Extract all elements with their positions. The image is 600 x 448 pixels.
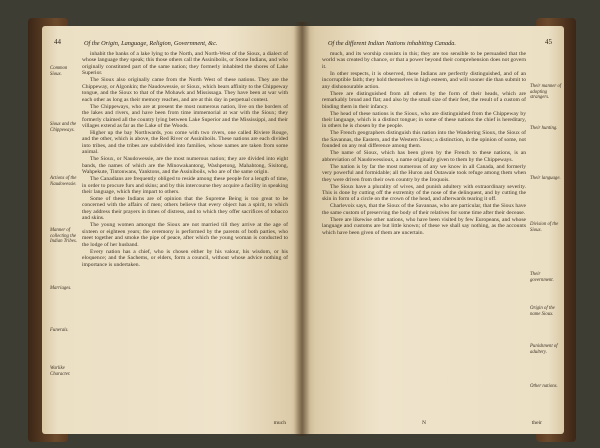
margin-note: Common Sioux. (50, 66, 68, 77)
paragraph: The name of Sioux, which has been given by the French to these nations, is an abbreviation of Naudowessioux, a name originally given to them by the Chippeways. (322, 150, 526, 163)
paragraph: Charlevoix says, that the Sioux of the Savannas, who are particular, that the Sioux have the same custom of preserving the body of their relatives for some time after their decease. (322, 203, 526, 216)
margin-note: Sioux and the Chippeways. (50, 122, 77, 133)
body-text (82, 51, 288, 268)
catchword: much (273, 420, 286, 426)
margin-note: Their government. (530, 272, 554, 283)
open-book (28, 12, 576, 446)
catchword: their (531, 420, 542, 426)
margin-note: Division of the Sioux. (530, 222, 559, 233)
paragraph: The young women amongst the Sioux are not married till they arrive at the age of sixteen or eighteen years; the ceremony is performed by the parents of both parties, who meet together and smoke the pipe of peace, after which the young woman is conducted to the lodge of her husband. (82, 222, 288, 248)
signature-mark: N (422, 420, 427, 426)
paragraph: In other respects, it is observed, these Indians are perfectly distinguished, and of an incorruptible faith; they hold themselves in high esteem, and will sooner die than submit to any dishonourable action. (322, 70, 526, 90)
margin-note: Their manner of adopting strangers. (530, 84, 562, 100)
margin-note: Marriages. (50, 286, 72, 291)
paragraph: Some of these Indians are of opinion that the Supreme Being is too great to be concerned with the affairs of men; others believe that every object has a spirit, to which they address their prayers in times of distress, and to which they offer sacrifices of tobacco and skins. (82, 195, 288, 222)
paragraph: There are distinguished from all others by the form of their heads, which are remarkably broad and flat; and also by the small size of their feet, the result of a custom of binding them in their infancy. (322, 90, 526, 110)
margin-note: Their language. (530, 176, 561, 181)
margin-note: Origin of the name Sioux. (530, 306, 555, 317)
body-text (322, 51, 526, 237)
running-head: Of the different Indian Nations inhabiting Canada. (328, 40, 456, 47)
paragraph: The French geographers distinguish this nation into the Wandering Sioux, the Sioux of the Savannas, the Eastern, and the Western Sioux; a distinction, in the opinion of some, not founded on any real difference among them. (322, 130, 526, 150)
book-gutter (294, 22, 310, 436)
paragraph: The Canadians are frequently obliged to reside among these people for a length of time, in order to procure furs and skins; and by this intercourse they acquire a facility in speaking their language, which they impart to others. (82, 176, 288, 196)
paragraph: The Sioux also originally came from the North West of these nations. They are the Chippeway, or Algonkin; the Naudowessie, or Sioux, which bears affinity to the Chippeway tongue, and the Sioux to that of the Mohawk and Mississaga. They have been at war with each other as long as their memory reaches, and are at this day in perpetual contest. (82, 77, 289, 103)
page-number: 44 (54, 38, 61, 46)
margin-note: Actions of the Naudowessie. (50, 176, 77, 187)
left-page (42, 26, 304, 434)
paragraph: inhabit the banks of a lake lying to the North, and North-West of the Sioux, a dialect of whose language they speak; this those others call the Assiniboils, or Stone Indians, and who originally constituted part of the same nation; they formerly inhabited the shores of Lake Superior. (82, 51, 288, 77)
paragraph: Every nation has a chief, who is chosen either by his valour, his wisdom, or his eloquence; and the Sachems, or elders, form a council, without whose advice nothing of importance is undertaken. (82, 248, 288, 268)
right-page (302, 26, 564, 434)
page-number: 45 (545, 38, 552, 46)
paragraph: The Sioux, or Naudowessie, are the most numerous nation; they are divided into eight bands, the names of which are the Minowakantong, Washpetong, Mahahtong, Sisitong, Wahpekute, Tintonwans, Yanktons, and the Assiniboils, who are of the same origin. (82, 156, 288, 176)
margin-note: Funerals. (50, 328, 69, 333)
margin-note: Warlike Character. (50, 366, 71, 377)
paragraph: Higher up the bay Northwards, you come with two rivers, one called Riviere Rouge, and the other, which is above, the Red River or Assiniboils. These nations are each divided into tribes, and the tribes are subdivided into families, whose names are taken from some animal. (82, 129, 288, 156)
paragraph: The head of these nations is the Sioux, who are distinguished from the Chippeway by their language, which is a distinct tongue; in some of these nations the chief is hereditary, in others he is chosen by the people. (322, 110, 526, 130)
paragraph: The nation is by far the most numerous of any we know in all Canada, and formerly very powerful and formidable; all the Huron and Outawaie took refuge among them when they were driven from their own country by the Iroquois. (322, 163, 526, 183)
margin-note: Punishment of adultery. (530, 344, 558, 355)
margin-note: Manner of collecting the Indian Tribes. (50, 228, 77, 244)
margin-note: Their hunting. (530, 126, 558, 131)
running-head: Of the Origin, Language, Religion, Government, &c. (84, 40, 218, 47)
paragraph: much, and its worship consists in this; they are too sensible to be persuaded that the world was created by chance, or that a power beyond their comprehension does not govern it. (322, 51, 526, 70)
paragraph: The Sioux have a plurality of wives, and punish adultery with extraordinary severity. This is done by cutting off the extremity of the nose of the delinquent, and by cutting the skin in form of a circle on the crown of the head, and afterwards tearing it off. (322, 183, 526, 203)
paragraph: The Chippeways, who are at present the most numerous nation, live on the borders of the lakes and rivers, and have been from time immemorial at war with the Sioux; they formerly claimed all the country lying between Lake Superior and the Mississippi, and their villages extend as far as the Lake of the Woods. (82, 103, 288, 129)
margin-note: Other nations. (530, 384, 558, 389)
paragraph: There are likewise other nations, who have been visited by few Europeans, and whose language and customs are but little known; of these we shall say nothing, as the accounts which have been given of them are uncertain. (322, 216, 526, 236)
